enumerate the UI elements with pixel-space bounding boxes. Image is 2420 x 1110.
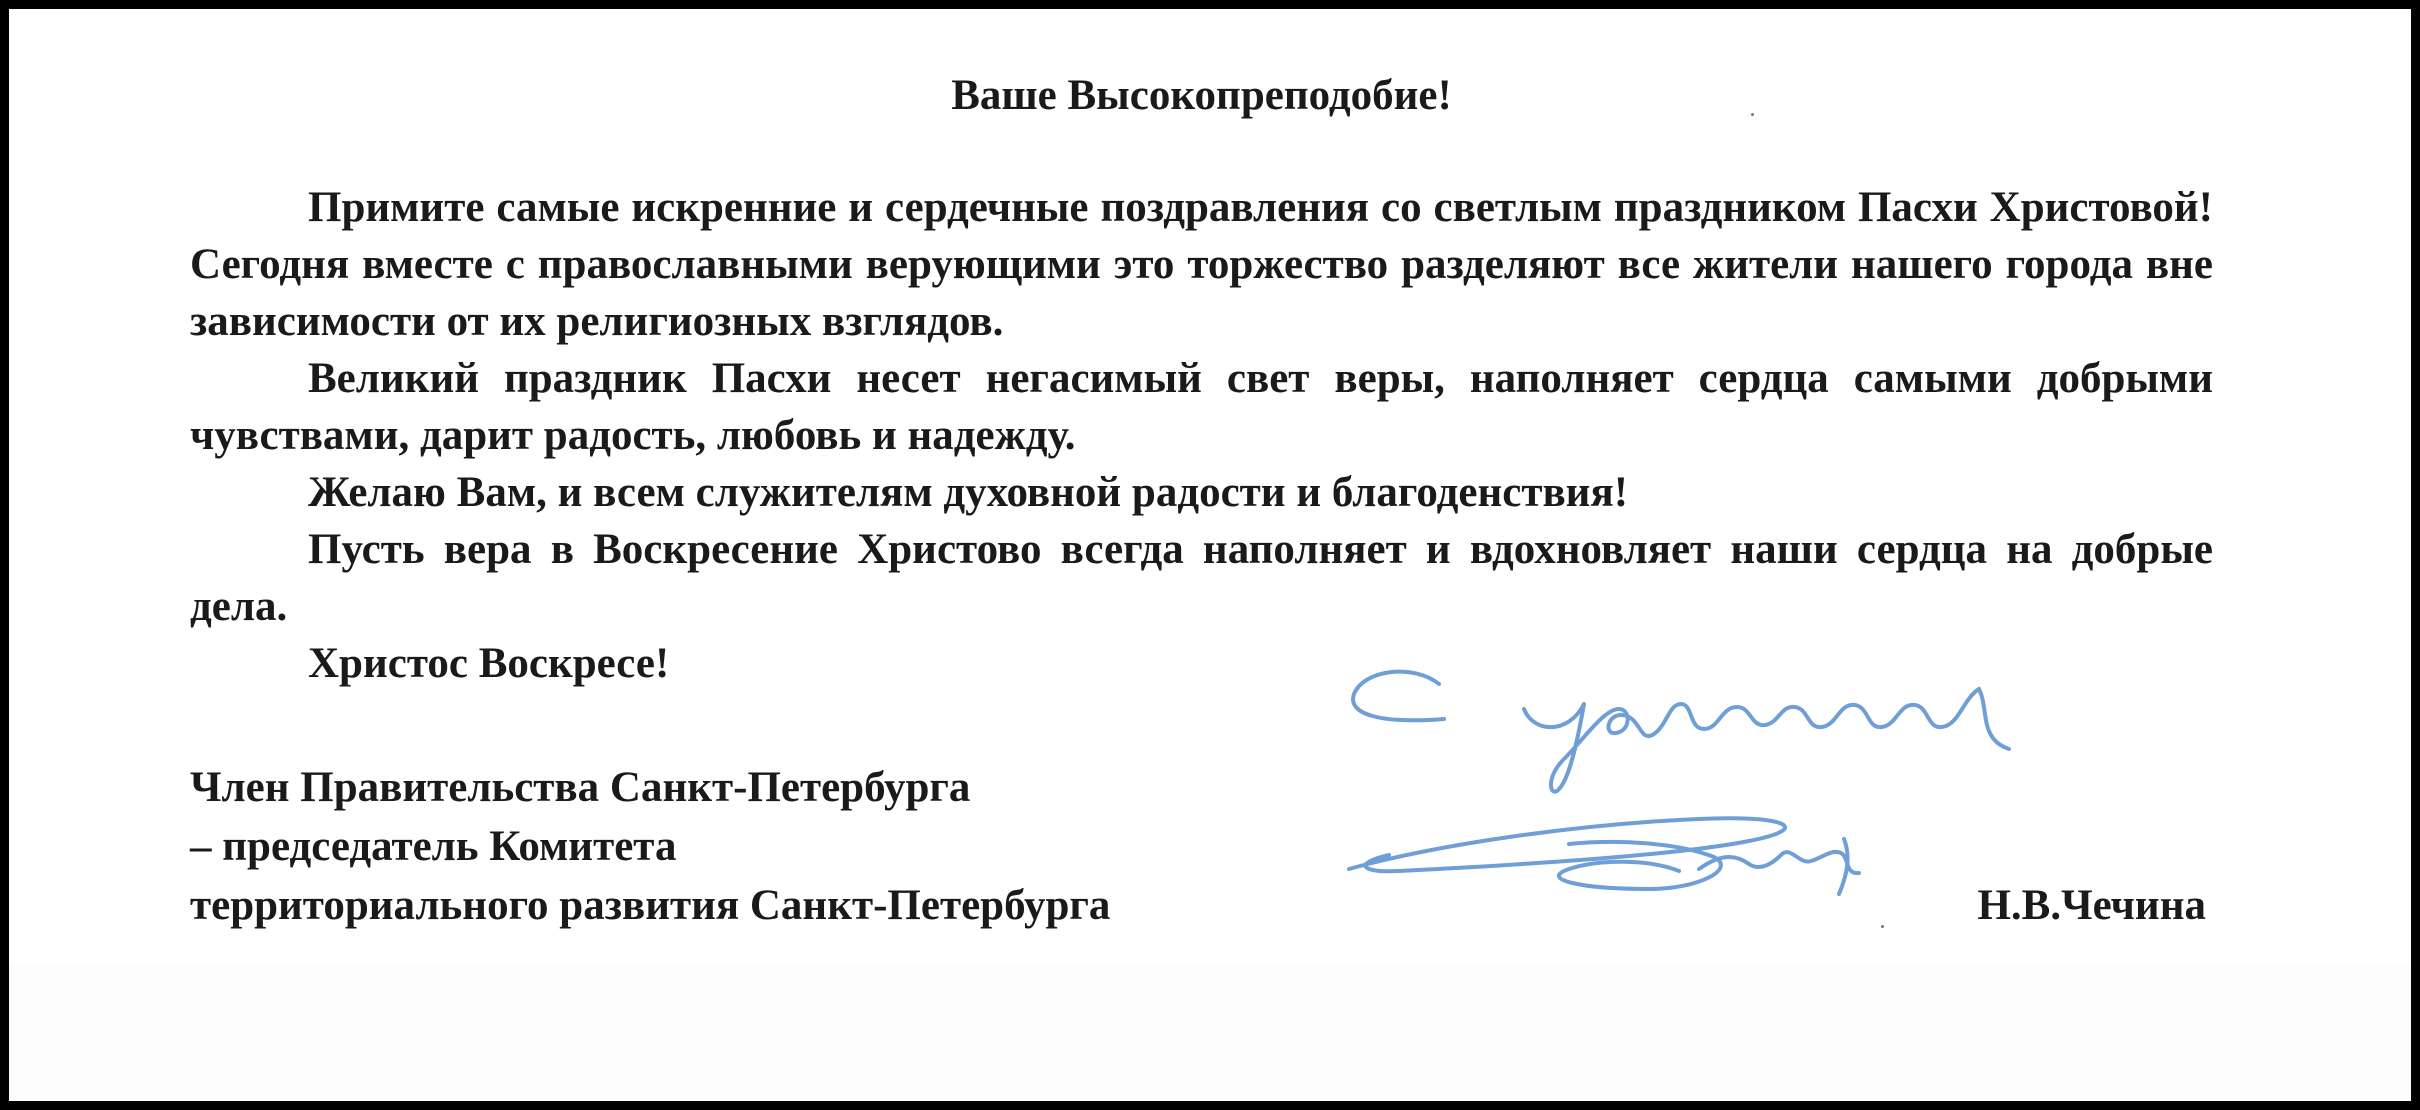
paper-speck bbox=[2229, 982, 2232, 985]
position-line: территориального развития Санкт-Петербурга bbox=[190, 882, 1111, 929]
salutation: Ваше Высокопреподобие! bbox=[951, 72, 1452, 119]
signature-end bbox=[1839, 839, 1848, 894]
paper-speck bbox=[1881, 925, 1884, 928]
handwritten-letter-s bbox=[1353, 672, 1444, 721]
paper-speck bbox=[1751, 113, 1754, 116]
letter-page bbox=[9, 9, 2411, 1101]
signer-name: Н.В.Чечина bbox=[1977, 882, 2206, 929]
signature-ink bbox=[1349, 672, 2009, 894]
signer-position bbox=[190, 758, 1110, 935]
paragraph-greeting: Примите самые искренние и сердечные поздравления со светлым праздником Пасхи Христовой! Сегодня вместе с православными верующими это торжество разделяют все жители нашего города вне зависимости от их религиозных взглядов. bbox=[190, 184, 2213, 345]
handwritten-signature bbox=[1319, 639, 2289, 929]
paragraph-easter: Великий праздник Пасхи несет негасимый свет веры, наполняет сердца самыми добрыми чувствами, дарит радость, любовь и надежду. bbox=[190, 355, 2213, 459]
paragraph-faith: Пусть вера в Воскресение Христово всегда наполняет и вдохновляет наши сердца на добрые дела. bbox=[190, 526, 2213, 630]
handwritten-word bbox=[1524, 689, 1979, 792]
paragraph-closing: Христос Воскресе! bbox=[308, 640, 670, 687]
handwritten-tail bbox=[1979, 689, 2009, 749]
position-line: – председатель Комитета bbox=[190, 823, 677, 870]
signature-strokes bbox=[1699, 852, 1859, 873]
letter-body bbox=[190, 67, 2213, 692]
position-line: Член Правительства Санкт-Петербурга bbox=[190, 764, 971, 811]
paragraph-wishes: Желаю Вам, и всем служителям духовной радости и благоденствия! bbox=[308, 469, 1629, 516]
